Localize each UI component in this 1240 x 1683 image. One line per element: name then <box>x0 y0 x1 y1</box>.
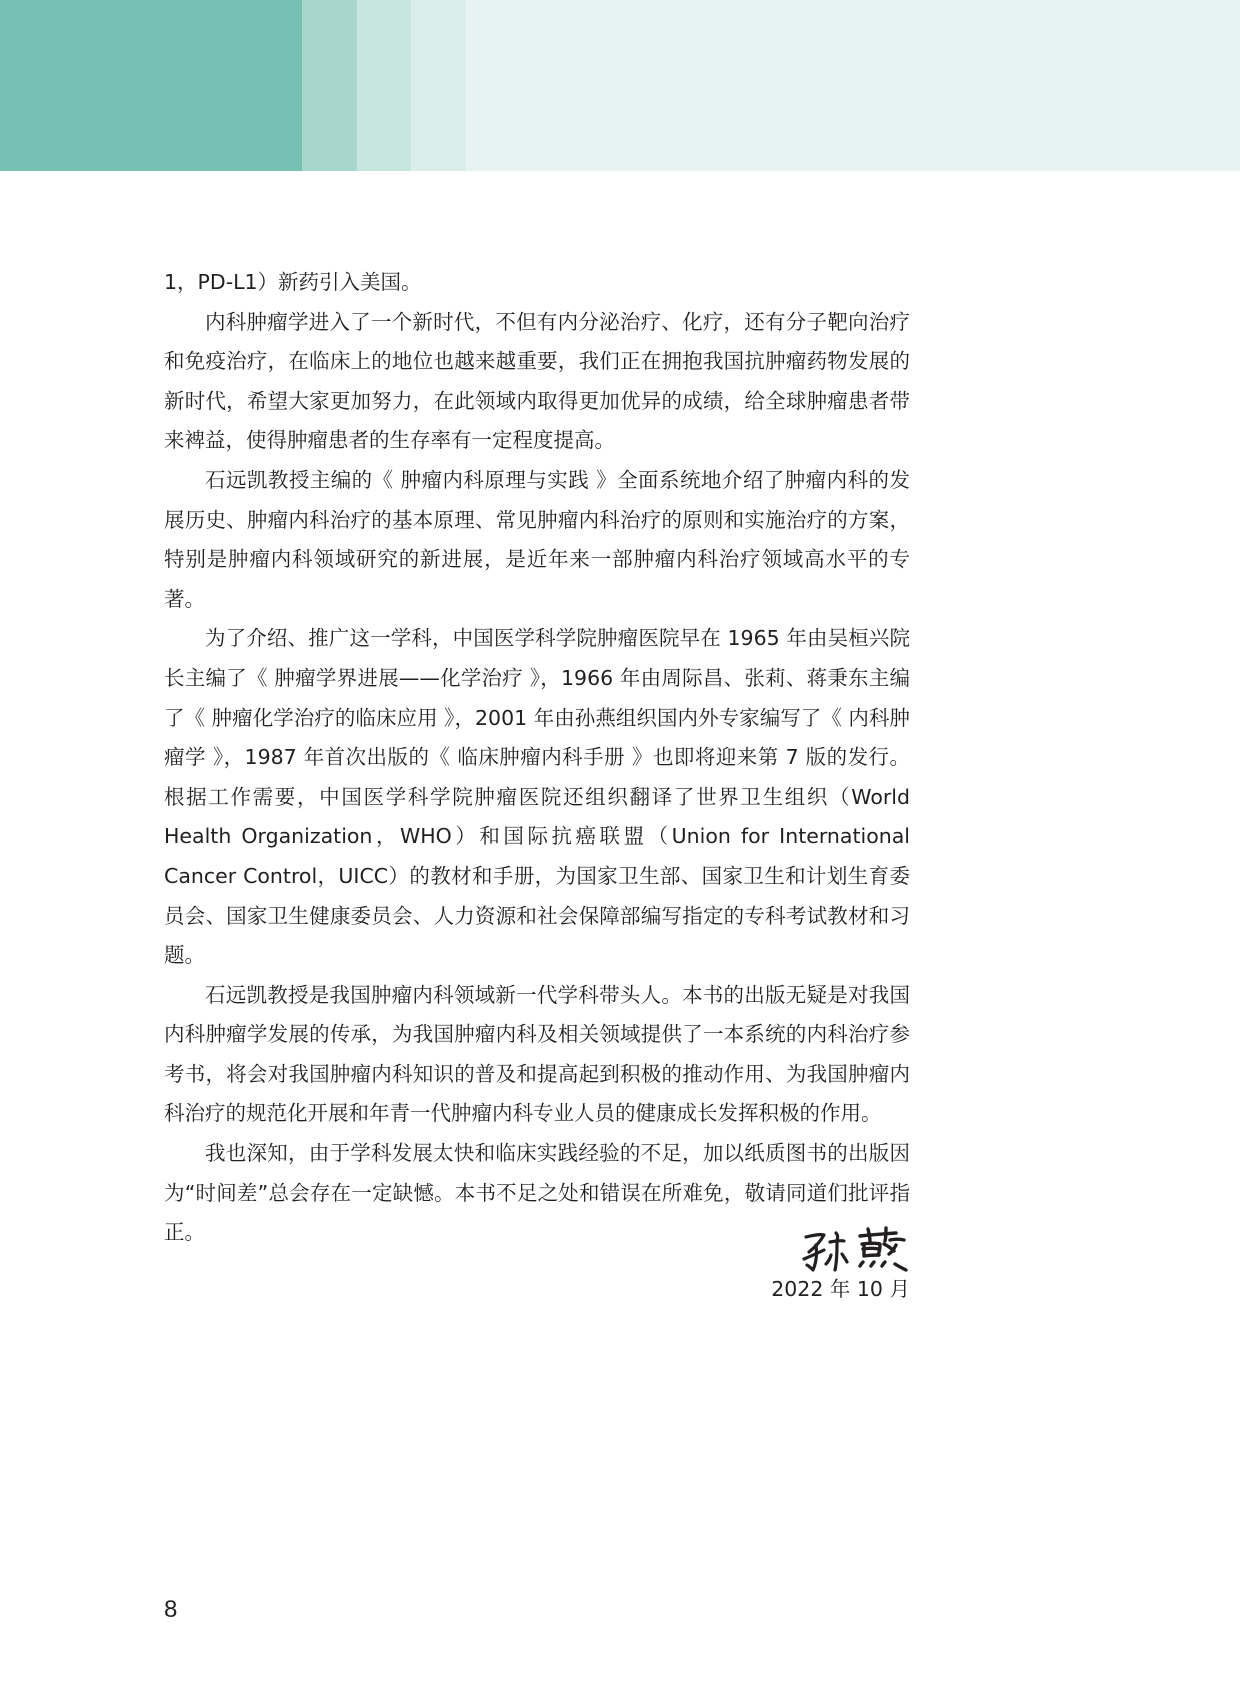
header-band-segment-4 <box>411 0 466 171</box>
header-color-band <box>0 0 1240 171</box>
paragraph-book-intro: 石远凯教授主编的《 肿瘤内科原理与实践 》全面系统地介绍了肿瘤内科的发展历史、肿瘤内科治疗的基本原理、常见肿瘤内科治疗的原则和实施治疗的方案，特别是肿瘤内科领域研究的新进展，是近年来一部肿瘤内科治疗领域高水平的专著。 <box>164 467 910 611</box>
header-band-segment-5 <box>466 0 1240 171</box>
handwritten-signature <box>800 1225 912 1275</box>
header-band-segment-2 <box>302 0 357 171</box>
preface-body <box>164 263 910 1253</box>
paragraph-continuation: 1，PD-L1）新药引入美国。 <box>164 270 422 294</box>
paragraph-new-era: 内科肿瘤学进入了一个新时代，不但有内分泌治疗、化疗，还有分子靶向治疗和免疫治疗，在临床上的地位也越来越重要，我们正在拥抱我国抗肿瘤药物发展的新时代，希望大家更加努力，在此领域内取得更加优异的成绩，给全球肿瘤患者带来裨益，使得肿瘤患者的生存率有一定程度提高。 <box>164 309 910 453</box>
paragraph-editor: 石远凯教授是我国肿瘤内科领域新一代学科带头人。本书的出版无疑是对我国内科肿瘤学发展的传承，为我国肿瘤内科及相关领域提供了一本系统的内科治疗参考书，将会对我国肿瘤内科知识的普及和提高起到积极的推动作用、为我国肿瘤内科治疗的规范化开展和年青一代肿瘤内科专业人员的健康成长发挥积极的作用。 <box>164 982 910 1126</box>
header-band-segment-3 <box>357 0 411 171</box>
paragraph-closing: 我也深知，由于学科发展太快和临床实践经验的不足，加以纸质图书的出版因为“时间差”总会存在一定缺憾。本书不足之处和错误在所难免，敬请同道们批评指正。 <box>164 1141 910 1245</box>
signature-graphic <box>800 1225 912 1275</box>
paragraph-history: 为了介绍、推广这一学科，中国医学科学院肿瘤医院早在 1965 年由吴桓兴院长主编了《 肿瘤学界进展——化学治疗 》，1966 年由周际昌、张莉、蒋秉东主编了《 肿瘤化学治疗的临床应用 》，2001 年由孙燕组织国内外专家编写了《 内科肿瘤学 》，1987 年首次出版的《 临床肿瘤内科手册 》也即将迎来第 7 版的发行。根据工作需要，中国医学科学院肿瘤医院还组织翻译了世界卫生组织（World Health Organization，WHO）和国际抗癌联盟（Union for International Cancer Control，UICC）的教材和手册，为国家卫生部、国家卫生和计划生育委员会、国家卫生健康委员会、人力资源和社会保障部编写指定的专科考试教材和习题。 <box>164 626 910 968</box>
signature-date: 2022 年 10 月 <box>771 1277 910 1301</box>
header-band-segment-1 <box>0 0 302 171</box>
page-number: 8 <box>164 1596 178 1623</box>
